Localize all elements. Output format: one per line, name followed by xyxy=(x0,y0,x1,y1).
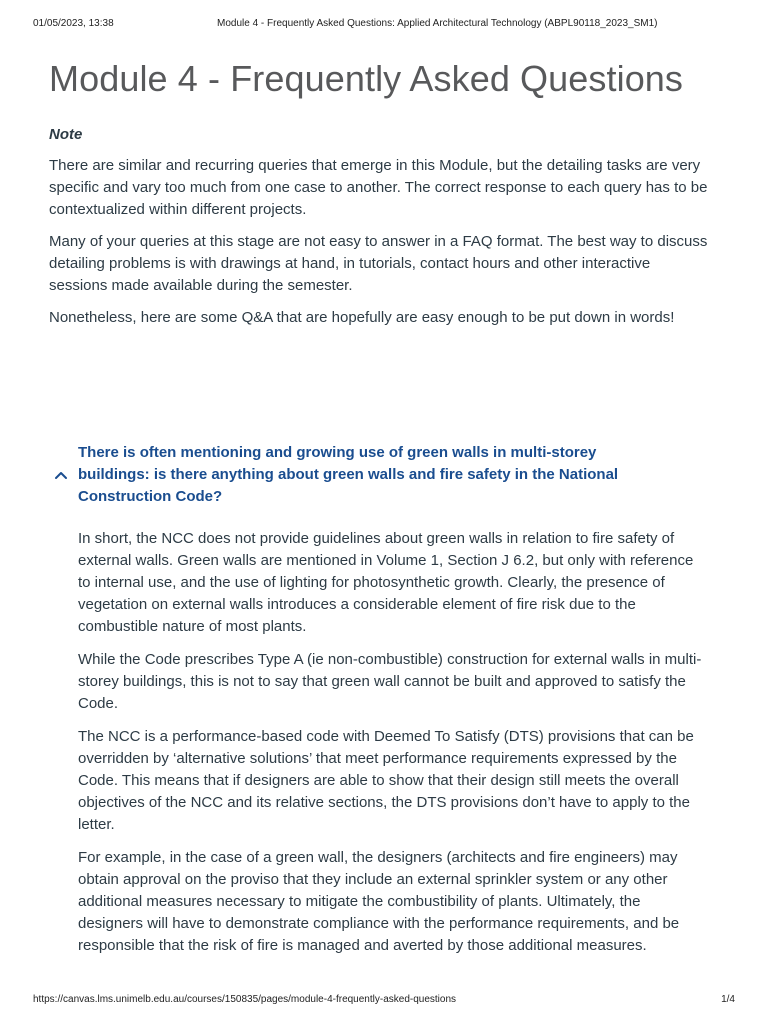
print-url: https://canvas.lms.unimelb.edu.au/courses/150835/pages/module-4-frequently-asked-questions xyxy=(33,994,457,1005)
intro-paragraph-3: Nonetheless, here are some Q&A that are hopefully are easy enough to be put down in words! xyxy=(49,309,675,326)
page-content xyxy=(49,52,709,329)
intro-paragraph-1: There are similar and recurring queries that emerge in this Module, but the detailing tasks are very specific and vary too much from one case to another. The correct response to each query has to be contextualized within different projects. xyxy=(49,157,708,218)
faq-accordion xyxy=(49,442,709,968)
page-title: Module 4 - Frequently Asked Questions xyxy=(49,58,684,99)
print-datetime: 01/05/2023, 13:38 xyxy=(33,18,114,29)
faq-answer-paragraph-4: For example, in the case of a green wall, the designers (architects and fire engineers) may obtain approval on the proviso that they include an external sprinkler system or any other additional measures necessary to mitigate the combustibility of plants. Ultimately, the designers will have to demonstrate compliance with the performance requirements, and be responsible that the risk of fire is managed and averted by those additional measures. xyxy=(78,849,680,954)
print-document-title: Module 4 - Frequently Asked Questions: Applied Architectural Technology (ABPL90118_2023_SM1) xyxy=(217,18,658,29)
intro-paragraph-2: Many of your queries at this stage are not easy to answer in a FAQ format. The best way to discuss detailing problems is with drawings at hand, in tutorials, contact hours and other interactive sessions made available during the semester. xyxy=(49,233,708,294)
faq-answer-paragraph-3: The NCC is a performance-based code with Deemed To Satisfy (DTS) provisions that can be overridden by ‘alternative solutions’ that meet performance requirements expressed by the Code. This means that if designers are able to show that their design still meets the overall objectives of the NCC and its relative sections, the DTS provisions don’t have to apply to the letter. xyxy=(78,728,694,833)
faq-answer xyxy=(49,528,709,957)
faq-question[interactable] xyxy=(49,442,658,508)
chevron-up-icon[interactable] xyxy=(53,467,69,483)
print-page-number: 1/4 xyxy=(721,994,735,1005)
faq-answer-paragraph-2: While the Code prescribes Type A (ie non-combustible) construction for external walls in multi-storey buildings, this is not to say that green wall cannot be built and approved to satisfy the Code. xyxy=(78,651,702,712)
faq-question-text: There is often mentioning and growing use of green walls in multi-storey buildings: is there anything about green walls and fire safety in the National Construction Code? xyxy=(78,444,619,505)
faq-answer-paragraph-1: In short, the NCC does not provide guidelines about green walls in relation to fire safety of external walls. Green walls are mentioned in Volume 1, Section J 6.2, but only with reference to internal use, and the use of lighting for photosynthetic growth. Clearly, the presence of vegetation on external walls introduces a considerable element of fire risk due to the combustible nature of most plants. xyxy=(78,530,694,635)
note-label: Note xyxy=(49,126,83,143)
